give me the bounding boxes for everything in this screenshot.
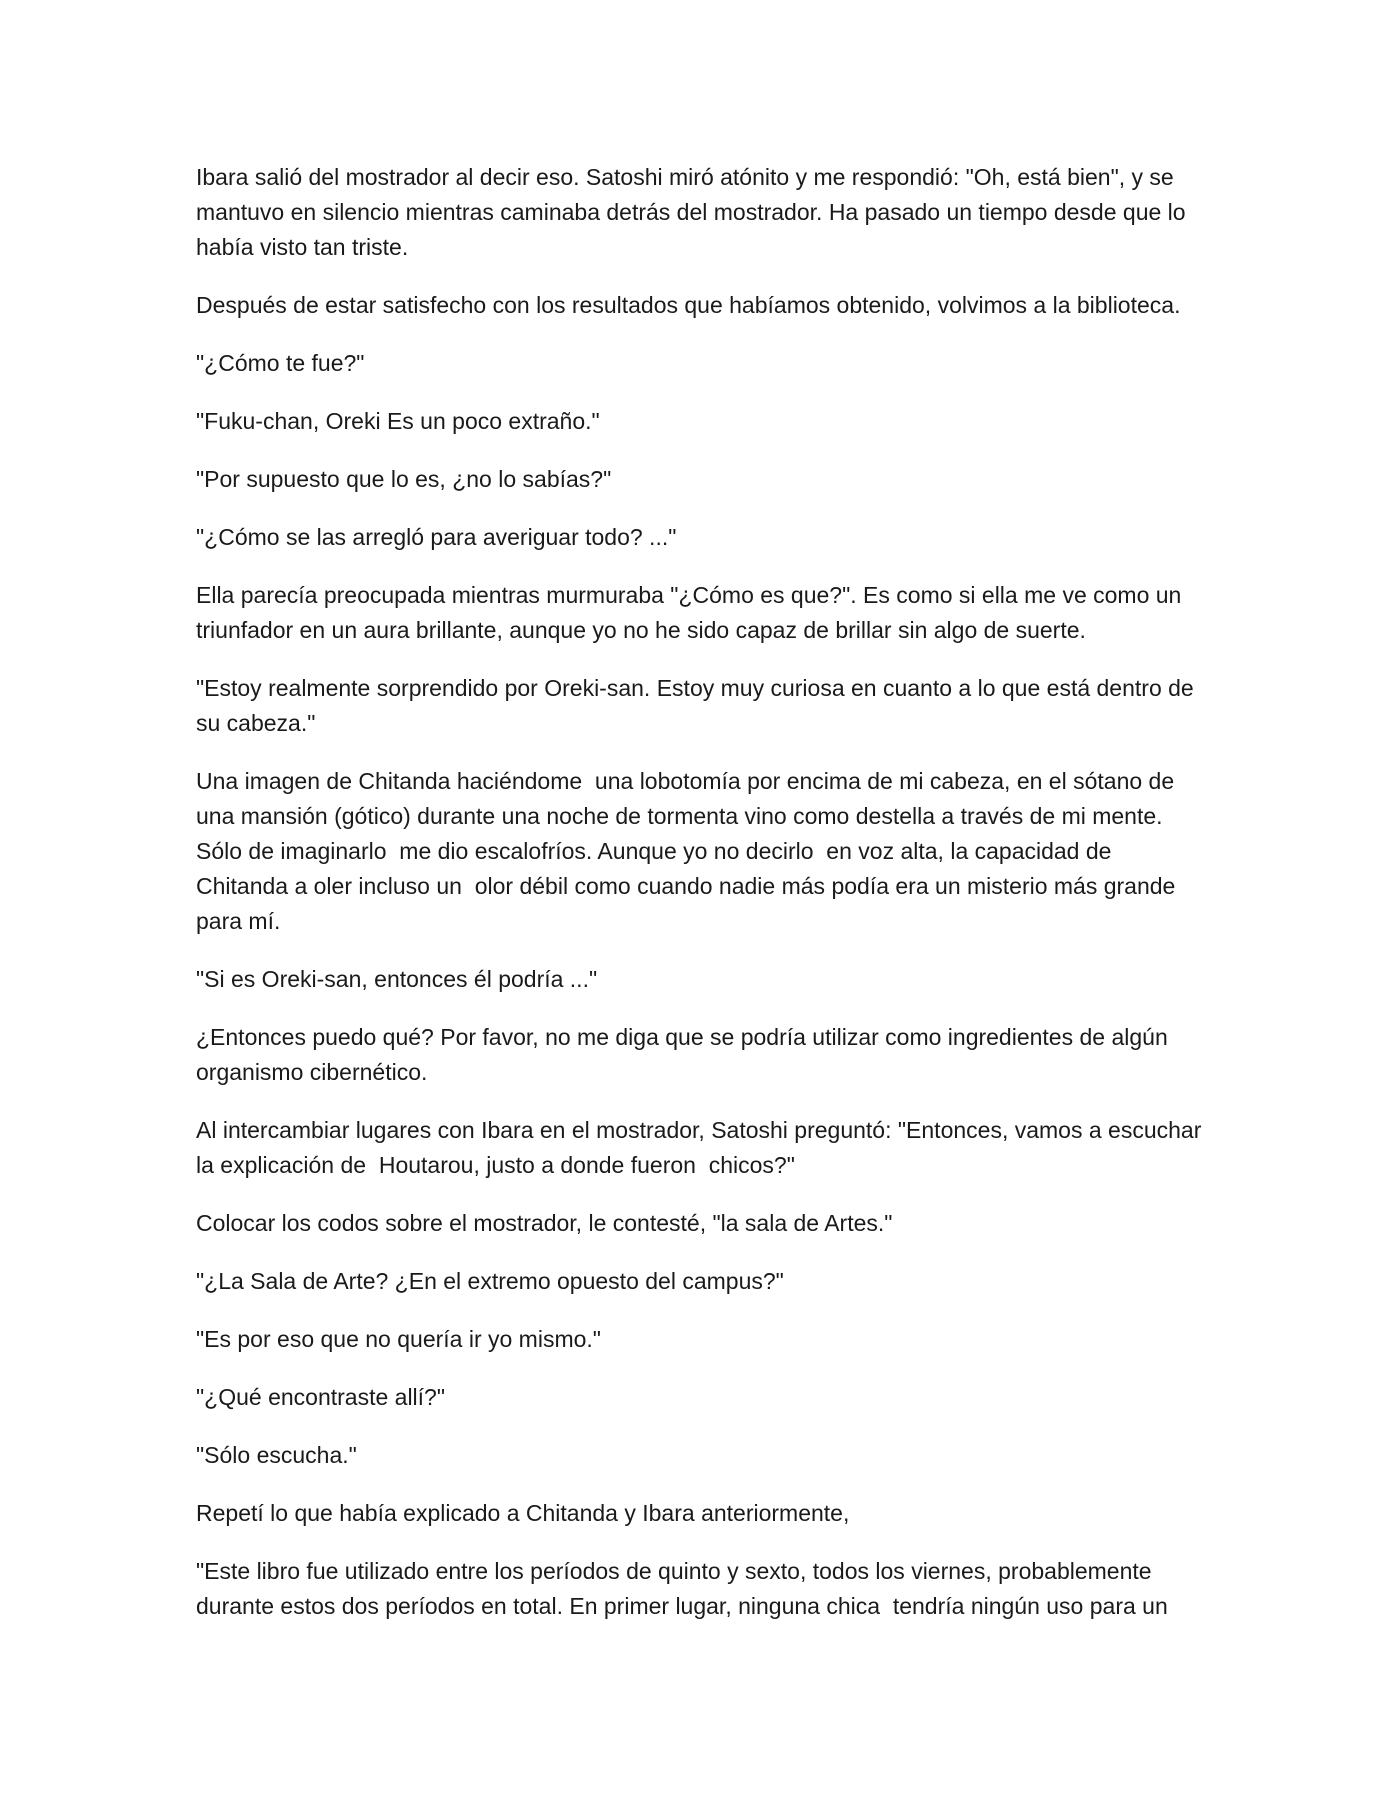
paragraph: Una imagen de Chitanda haciéndome una lobotomía por encima de mi cabeza, en el sótano de una mansión (gótico) durante una noche de tormenta vino como destella a través de mi mente. Sólo de imaginarlo me dio escalofríos. Aunque yo no decirlo en voz alta, la capacidad de Chitanda a oler incluso un olor débil como cuando nadie más podía era un misterio más grande para mí. bbox=[196, 768, 1182, 934]
paragraph: "Este libro fue utilizado entre los períodos de quinto y sexto, todos los viernes, probablemente durante estos dos períodos en total. En primer lugar, ninguna chica tendría ningún uso para un bbox=[196, 1558, 1168, 1619]
paragraph: Repetí lo que había explicado a Chitanda y Ibara anteriormente, bbox=[196, 1500, 850, 1526]
paragraph: "¿Cómo se las arregló para averiguar todo? ..." bbox=[196, 524, 677, 550]
paragraph: "¿Qué encontraste allí?" bbox=[196, 1384, 446, 1410]
paragraph: Ella parecía preocupada mientras murmuraba "¿Cómo es que?". Es como si ella me ve como un triunfador en un aura brillante, aunque yo no he sido capaz de brillar sin algo de suerte. bbox=[196, 582, 1188, 643]
paragraph: "¿La Sala de Arte? ¿En el extremo opuesto del campus?" bbox=[196, 1268, 784, 1294]
paragraph: "Si es Oreki-san, entonces él podría ..." bbox=[196, 966, 598, 992]
paragraph: Colocar los codos sobre el mostrador, le contesté, "la sala de Artes." bbox=[196, 1210, 893, 1236]
paragraph: "Sólo escucha." bbox=[196, 1442, 357, 1468]
paragraph: "¿Cómo te fue?" bbox=[196, 350, 365, 376]
paragraph: "Estoy realmente sorprendido por Oreki-san. Estoy muy curiosa en cuanto a lo que está dentro de su cabeza." bbox=[196, 675, 1201, 736]
paragraph: ¿Entonces puedo qué? Por favor, no me diga que se podría utilizar como ingredientes de algún organismo cibernético. bbox=[196, 1024, 1175, 1085]
body-text bbox=[196, 160, 1206, 1647]
paragraph: "Por supuesto que lo es, ¿no lo sabías?" bbox=[196, 466, 612, 492]
paragraph: "Fuku-chan, Oreki Es un poco extraño." bbox=[196, 408, 600, 434]
paragraph: "Es por eso que no quería ir yo mismo." bbox=[196, 1326, 601, 1352]
paragraph: Al intercambiar lugares con Ibara en el mostrador, Satoshi preguntó: "Entonces, vamos a escuchar la explicación de Houtarou, justo a donde fueron chicos?" bbox=[196, 1117, 1208, 1178]
paragraph: Después de estar satisfecho con los resultados que habíamos obtenido, volvimos a la biblioteca. bbox=[196, 292, 1181, 318]
paragraph: Ibara salió del mostrador al decir eso. Satoshi miró atónito y me respondió: "Oh, está bien", y se mantuvo en silencio mientras caminaba detrás del mostrador. Ha pasado un tiempo desde que lo había visto tan triste. bbox=[196, 164, 1192, 260]
